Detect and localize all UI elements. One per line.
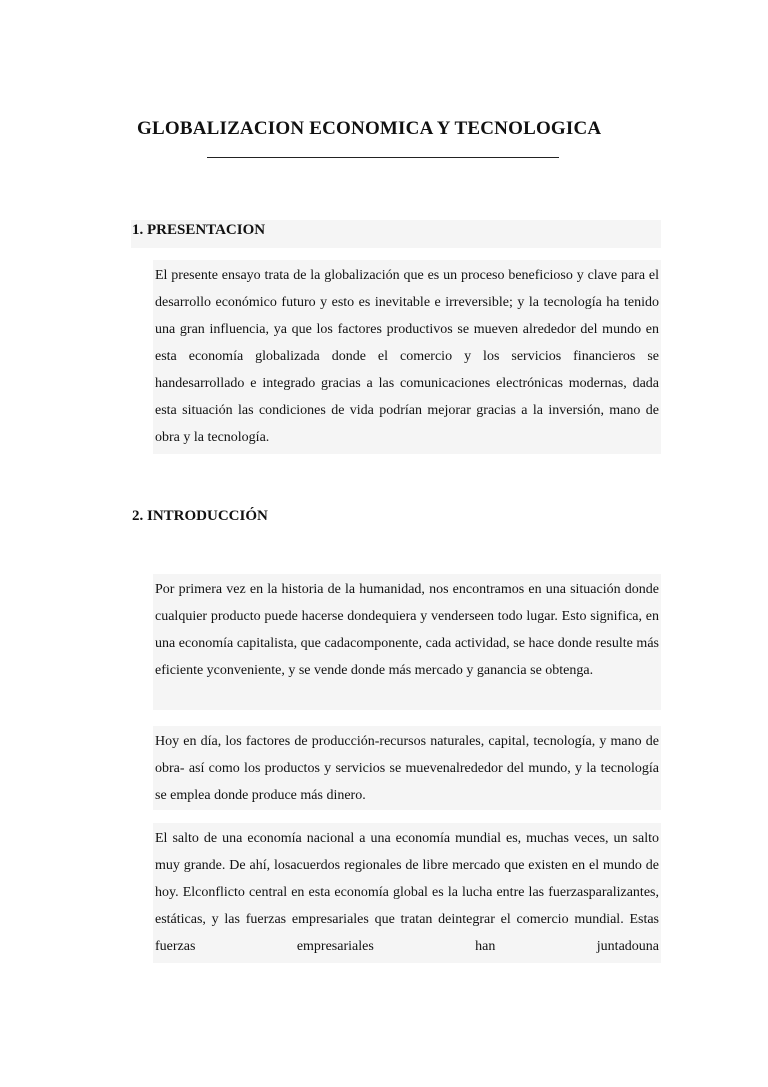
section-1-heading: 1. PRESENTACION (132, 222, 266, 238)
title-underline (207, 157, 559, 158)
section-1-paragraph-1: El presente ensayo trata de la globalización que es un proceso beneficioso y clave para el desarrollo económico futuro y esto es inevitable e irreversible; y la tecnología ha tenido una gran influencia, ya que los factores productivos se mueven alrededor del mundo en esta economía globalizada donde el comercio y los servicios financieros se handesarrollado e integrado gracias a las comunicaciones electrónicas modernas, dada esta situación las condiciones de vida podrían mejorar gracias a la inversión, mano de obra y la tecnología. (155, 268, 659, 445)
document-title: GLOBALIZACION ECONOMICA Y TECNOLOGICA (137, 118, 602, 139)
section-2-heading: 2. INTRODUCCIÓN (132, 508, 268, 524)
section-2-paragraph-3: El salto de una economía nacional a una economía mundial es, muchas veces, un salto muy grande. De ahí, losacuerdos regionales de libre mercado que existen en el mundo de hoy. Elconflicto central en esta economía global es la lucha entre las fuerzasparalizantes, estáticas, y las fuerzas empresariales que tratan deintegrar el comercio mundial. Estas fuerzas empresariales han juntadouna (155, 831, 659, 954)
section-2-paragraph-1: Por primera vez en la historia de la humanidad, nos encontramos en una situación donde cualquier producto puede hacerse dondequiera y venderseen todo lugar. Esto significa, en una economía capitalista, que cadacomponente, cada actividad, se hace donde resulte más eficiente yconveniente, y se vende donde más mercado y ganancia se obtenga. (155, 582, 659, 678)
section-2-paragraph-2: Hoy en día, los factores de producción-recursos naturales, capital, tecnología, y mano de obra- así como los productos y servicios se muevenalrededor del mundo, y la tecnología se emplea donde produce más dinero. (155, 734, 659, 803)
